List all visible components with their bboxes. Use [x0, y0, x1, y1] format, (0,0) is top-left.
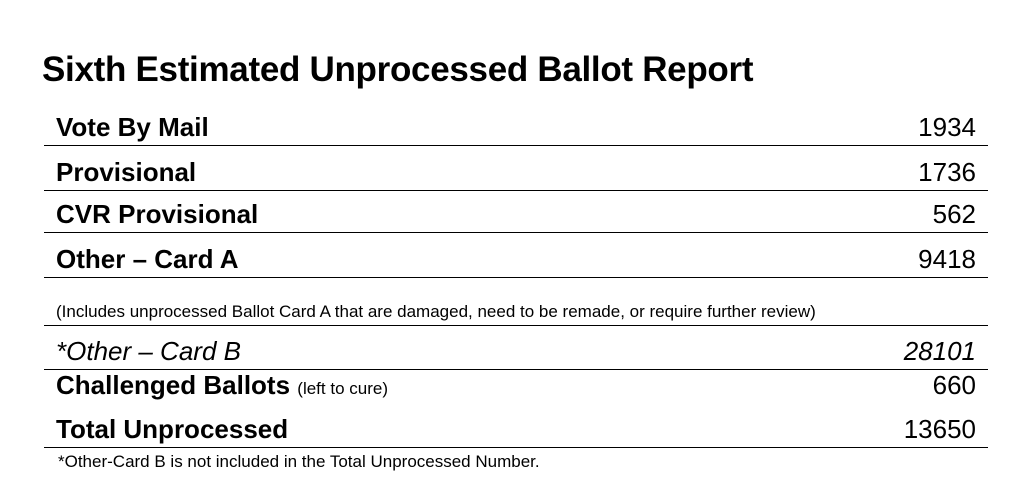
report-title: Sixth Estimated Unprocessed Ballot Report [42, 50, 754, 89]
row-other-card-a [44, 244, 988, 278]
row-value: 1736 [918, 157, 976, 187]
row-total-unprocessed [44, 410, 988, 448]
footnote: *Other-Card B is not included in the Total Unprocessed Number. [58, 452, 540, 471]
row-label: Provisional [56, 157, 197, 187]
row-value: 562 [932, 199, 976, 229]
row-challenged-ballots [44, 371, 988, 403]
row-note-text: (Includes unprocessed Ballot Card A that are damaged, need to be remade, or require further review) [56, 302, 816, 321]
row-label: Total Unprocessed [56, 414, 289, 444]
row-card-a-note [44, 296, 988, 326]
row-label-group [56, 370, 388, 401]
row-other-card-b [44, 336, 988, 370]
row-provisional [44, 157, 988, 191]
row-label: Challenged Ballots [56, 370, 291, 400]
row-label-note: (left to cure) [297, 379, 388, 398]
row-vote-by-mail [44, 112, 988, 146]
row-cvr-provisional [44, 199, 988, 233]
row-value: 13650 [903, 414, 976, 444]
row-label: Vote By Mail [56, 112, 209, 142]
row-label: Other – Card A [56, 244, 239, 274]
row-value: 1934 [918, 112, 976, 142]
row-value: 660 [932, 370, 976, 400]
row-value: 9418 [918, 244, 976, 274]
row-label: *Other – Card B [56, 336, 241, 366]
row-value: 28101 [903, 336, 976, 366]
row-label: CVR Provisional [56, 199, 259, 229]
